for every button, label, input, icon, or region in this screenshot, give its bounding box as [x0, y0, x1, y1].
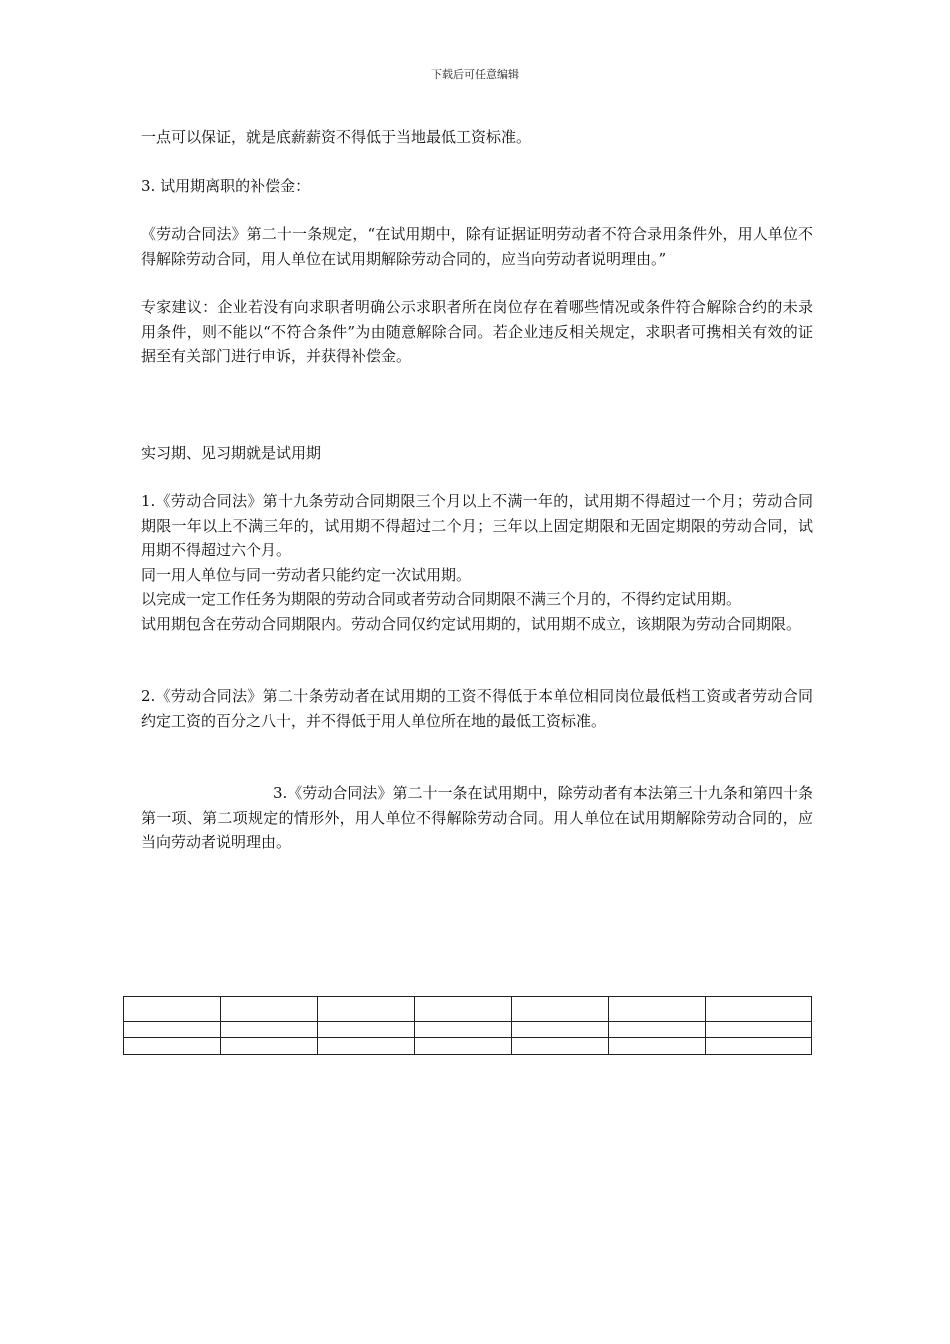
- paragraph-article-19: 1.《劳动合同法》第十九条劳动合同期限三个月以上不满一年的，试用期不得超过一个月；劳动合同期限一年以上不满三年的，试用期不得超过二个月；三年以上固定期限和无固定期限的劳动合同，试用期不得超过六个月。: [141, 492, 813, 559]
- table-cell: [706, 1038, 812, 1055]
- paragraph-trial-included: 试用期包含在劳动合同期限内。劳动合同仅约定试用期的，试用期不成立，该期限为劳动合同期限。: [141, 614, 802, 633]
- table-cell: [415, 1022, 512, 1038]
- table-cell: [318, 1038, 415, 1055]
- table-cell: [512, 1038, 609, 1055]
- table-cell: [124, 997, 221, 1022]
- paragraph-article-21: 3.《劳动合同法》第二十一条在试用期中，除劳动者有本法第三十九条和第四十条第一项、第二项规定的情形外，用人单位不得解除劳动合同。用人单位在试用期解除劳动合同的，应当向劳动者说明理由。: [141, 784, 813, 851]
- table-row: [124, 1022, 812, 1038]
- table-cell: [706, 997, 812, 1022]
- table-cell: [512, 997, 609, 1022]
- table-cell: [512, 1022, 609, 1038]
- paragraph-expert-advice: 专家建议：企业若没有向求职者明确公示求职者所在岗位存在着哪些情况或条件符合解除合约的未录用条件，则不能以“不符合条件”为由随意解除合同。若企业违反相关规定，求职者可携相关有效的证据至有关部门进行申诉，并获得补偿金。: [141, 298, 813, 365]
- table-cell: [706, 1022, 812, 1038]
- paragraph-article-21-quote: 《劳动合同法》第二十一条规定，“在试用期中，除有证据证明劳动者不符合录用条件外，用人单位不得解除劳动合同，用人单位在试用期解除劳动合同的，应当向劳动者说明理由。”: [141, 225, 813, 268]
- table-cell: [221, 1022, 318, 1038]
- table-cell: [415, 1038, 512, 1055]
- paragraph-one-trial: 同一用人单位与同一劳动者只能约定一次试用期。: [141, 565, 472, 584]
- table-cell: [609, 1022, 706, 1038]
- table-cell: [221, 1038, 318, 1055]
- table-cell: [124, 1038, 221, 1055]
- table-row: [124, 1038, 812, 1055]
- document-body: [141, 125, 813, 855]
- table-cell: [221, 997, 318, 1022]
- table-cell: [415, 997, 512, 1022]
- page-header: 下载后可任意编辑: [431, 68, 519, 81]
- paragraph-article-20: 2.《劳动合同法》第二十条劳动者在试用期的工资不得低于本单位相同岗位最低档工资或者劳动合同约定工资的百分之八十，并不得低于用人单位所在地的最低工资标准。: [141, 687, 813, 730]
- paragraph-min-wage: 一点可以保证，就是底薪薪资不得低于当地最低工资标准。: [141, 128, 532, 146]
- table-cell: [124, 1022, 221, 1038]
- table-cell: [318, 1022, 415, 1038]
- section-heading-internship: 实习期、见习期就是试用期: [141, 443, 322, 462]
- empty-table: [123, 996, 811, 1055]
- table-cell: [609, 997, 706, 1022]
- paragraph-no-trial: 以完成一定工作任务为期限的劳动合同或者劳动合同期限不满三个月的，不得约定试用期。: [141, 590, 742, 608]
- table-cell: [318, 997, 415, 1022]
- table-cell: [609, 1038, 706, 1055]
- section-heading-compensation: 3. 试用期离职的补偿金：: [141, 176, 311, 195]
- table-row: [124, 997, 812, 1022]
